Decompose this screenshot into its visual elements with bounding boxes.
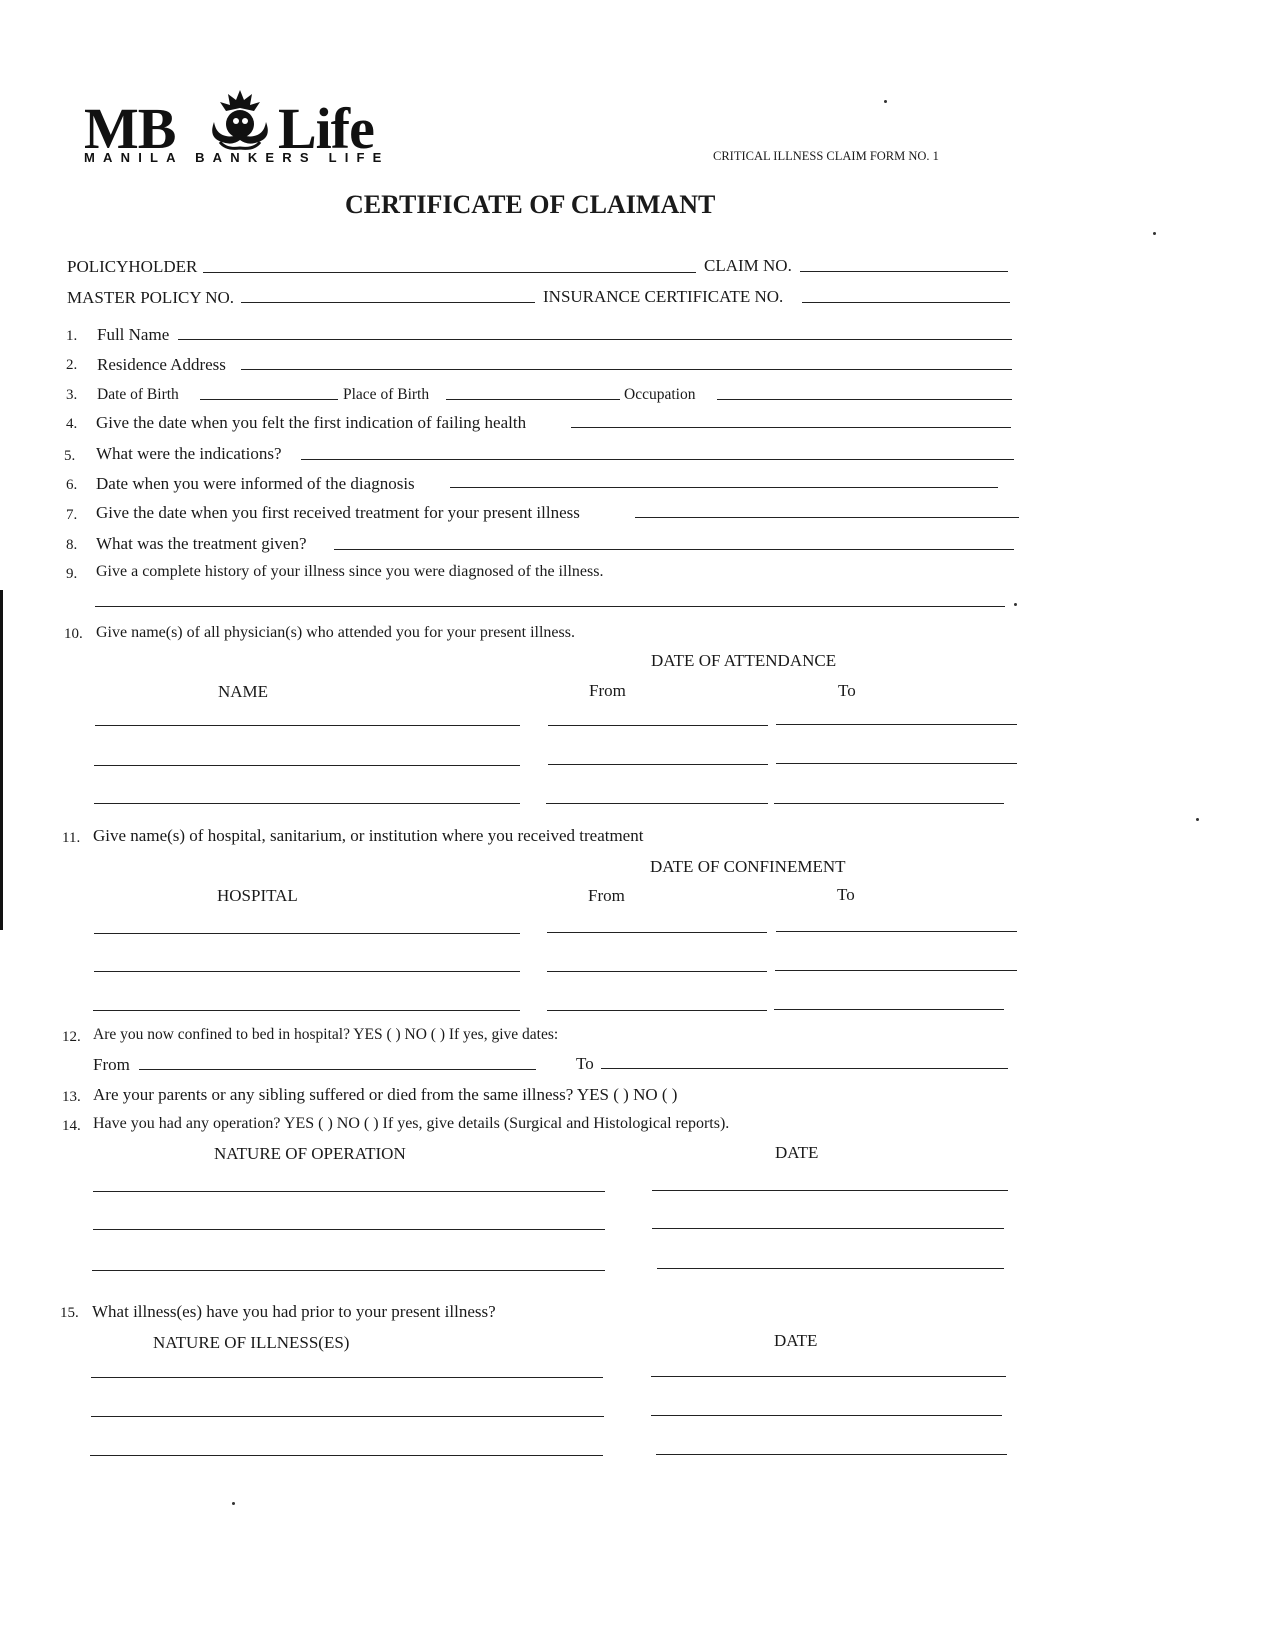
- hospital-to-field[interactable]: [776, 931, 1017, 932]
- question-number: 12.: [62, 1029, 81, 1045]
- policyholder-label: POLICYHOLDER: [67, 257, 198, 276]
- scan-speck: [1153, 232, 1156, 235]
- date-of-birth-field[interactable]: [200, 399, 338, 400]
- operation-date-field[interactable]: [652, 1190, 1008, 1191]
- hospital-from-field[interactable]: [547, 932, 767, 933]
- confinement-to-field[interactable]: [601, 1068, 1008, 1069]
- full-name-field[interactable]: [178, 339, 1012, 340]
- treatment-given-label: What was the treatment given?: [96, 534, 307, 553]
- master-policy-no-label: MASTER POLICY NO.: [67, 288, 235, 307]
- operation-label: Have you had any operation? YES ( ) NO ( ) If yes, give details (Surgical and Histological reports).: [93, 1115, 730, 1132]
- indications-label: What were the indications?: [96, 444, 282, 463]
- physician-from-header: From: [589, 681, 626, 700]
- question-number: 7.: [66, 507, 78, 523]
- hospital-name-field[interactable]: [94, 971, 520, 972]
- diagnosis-date-field[interactable]: [450, 487, 998, 488]
- hospital-from-field[interactable]: [547, 1010, 767, 1011]
- operation-nature-field[interactable]: [93, 1191, 605, 1192]
- illness-nature-field[interactable]: [90, 1455, 603, 1456]
- question-number: 15.: [60, 1305, 79, 1321]
- occupation-label: Occupation: [624, 386, 696, 403]
- physician-from-field[interactable]: [546, 803, 768, 804]
- nature-of-illness-header: NATURE OF ILLNESS(ES): [153, 1333, 350, 1352]
- illness-date-field[interactable]: [651, 1376, 1006, 1377]
- insurance-certificate-no-field[interactable]: [802, 302, 1010, 303]
- question-number: 3.: [66, 387, 78, 403]
- physician-name-field[interactable]: [95, 725, 520, 726]
- question-number: 8.: [66, 537, 78, 553]
- full-name-label: Full Name: [97, 325, 170, 344]
- place-of-birth-label: Place of Birth: [343, 386, 430, 403]
- operation-nature-field[interactable]: [92, 1270, 605, 1271]
- page-title: CERTIFICATE OF CLAIMANT: [345, 190, 716, 219]
- hospital-name-field[interactable]: [94, 933, 520, 934]
- scan-speck: [1196, 818, 1199, 821]
- illness-date-field[interactable]: [651, 1415, 1002, 1416]
- question-number: 5.: [64, 448, 76, 464]
- occupation-field[interactable]: [717, 399, 1012, 400]
- illness-nature-field[interactable]: [91, 1416, 604, 1417]
- claim-no-label: CLAIM NO.: [704, 256, 792, 275]
- question-number: 14.: [62, 1118, 81, 1134]
- family-history-label: Are your parents or any sibling suffered or died from the same illness? YES ( ) NO ( ): [93, 1085, 678, 1104]
- date-of-birth-label: Date of Birth: [97, 386, 179, 403]
- first-treatment-field[interactable]: [635, 517, 1019, 518]
- residence-address-field[interactable]: [241, 369, 1012, 370]
- first-treatment-label: Give the date when you first received treatment for your present illness: [96, 503, 580, 522]
- physician-to-field[interactable]: [776, 724, 1017, 725]
- physician-to-field[interactable]: [776, 763, 1017, 764]
- illness-history-field[interactable]: [95, 606, 1005, 607]
- operation-nature-field[interactable]: [93, 1229, 605, 1230]
- physician-name-field[interactable]: [94, 803, 520, 804]
- form-number: CRITICAL ILLNESS CLAIM FORM NO. 1: [713, 149, 939, 163]
- scan-edge-mark: [0, 590, 3, 930]
- policyholder-field[interactable]: [203, 272, 696, 273]
- confined-to-bed-label: Are you now confined to bed in hospital? YES ( ) NO ( ) If yes, give dates:: [93, 1026, 559, 1043]
- question-number: 11.: [62, 830, 81, 846]
- illness-date-field[interactable]: [656, 1454, 1007, 1455]
- nature-of-operation-header: NATURE OF OPERATION: [214, 1144, 406, 1163]
- question-number: 6.: [66, 477, 78, 493]
- physician-name-header: NAME: [218, 682, 269, 701]
- hospitals-label: Give name(s) of hospital, sanitarium, or institution where you received treatment: [93, 826, 644, 845]
- date-of-confinement-header: DATE OF CONFINEMENT: [650, 857, 846, 876]
- confinement-from-field[interactable]: [139, 1069, 536, 1070]
- date-of-attendance-header: DATE OF ATTENDANCE: [651, 651, 837, 670]
- claim-no-field[interactable]: [800, 271, 1008, 272]
- illness-history-label: Give a complete history of your illness since you were diagnosed of the illness.: [96, 563, 604, 580]
- physician-name-field[interactable]: [94, 765, 520, 766]
- hospital-to-field[interactable]: [775, 970, 1017, 971]
- logo-subtitle: MANILA BANKERS LIFE: [84, 150, 390, 165]
- operation-date-header: DATE: [775, 1143, 819, 1162]
- question-number: 1.: [66, 328, 78, 344]
- scan-speck: [1014, 603, 1017, 606]
- illness-nature-field[interactable]: [91, 1377, 603, 1378]
- scan-speck: [232, 1502, 235, 1505]
- physician-to-header: To: [838, 681, 856, 700]
- question-number: 4.: [66, 416, 78, 432]
- place-of-birth-field[interactable]: [446, 399, 620, 400]
- hospital-name-header: HOSPITAL: [217, 886, 298, 905]
- physicians-label: Give name(s) of all physician(s) who attended you for your present illness.: [96, 624, 575, 641]
- physician-to-field[interactable]: [774, 803, 1004, 804]
- question-number: 2.: [66, 357, 78, 373]
- question-number: 9.: [66, 566, 78, 582]
- residence-address-label: Residence Address: [97, 355, 226, 374]
- diagnosis-date-label: Date when you were informed of the diagnosis: [96, 474, 415, 493]
- confinement-from-label: From: [93, 1055, 130, 1074]
- illness-date-header: DATE: [774, 1331, 818, 1350]
- lion-crest-icon: [206, 86, 274, 152]
- operation-date-field[interactable]: [652, 1228, 1004, 1229]
- indications-field[interactable]: [301, 459, 1014, 460]
- master-policy-no-field[interactable]: [241, 302, 535, 303]
- question-number: 10.: [64, 626, 83, 642]
- first-indication-field[interactable]: [571, 427, 1011, 428]
- confinement-to-label: To: [576, 1054, 594, 1073]
- hospital-from-header: From: [588, 886, 625, 905]
- hospital-from-field[interactable]: [547, 971, 767, 972]
- scan-speck: [884, 100, 887, 103]
- physician-from-field[interactable]: [548, 764, 768, 765]
- first-indication-label: Give the date when you felt the first indication of failing health: [96, 413, 527, 432]
- question-number: 13.: [62, 1089, 81, 1105]
- logo-mb-text: MB: [84, 96, 176, 161]
- treatment-given-field[interactable]: [334, 549, 1014, 550]
- physician-from-field[interactable]: [548, 725, 768, 726]
- logo-life-text: Life: [278, 96, 374, 161]
- hospital-name-field[interactable]: [93, 1010, 520, 1011]
- hospital-to-field[interactable]: [774, 1009, 1004, 1010]
- prior-illness-label: What illness(es) have you had prior to your present illness?: [92, 1302, 496, 1321]
- operation-date-field[interactable]: [657, 1268, 1004, 1269]
- hospital-to-header: To: [837, 885, 855, 904]
- insurance-certificate-no-label: INSURANCE CERTIFICATE NO.: [543, 287, 784, 306]
